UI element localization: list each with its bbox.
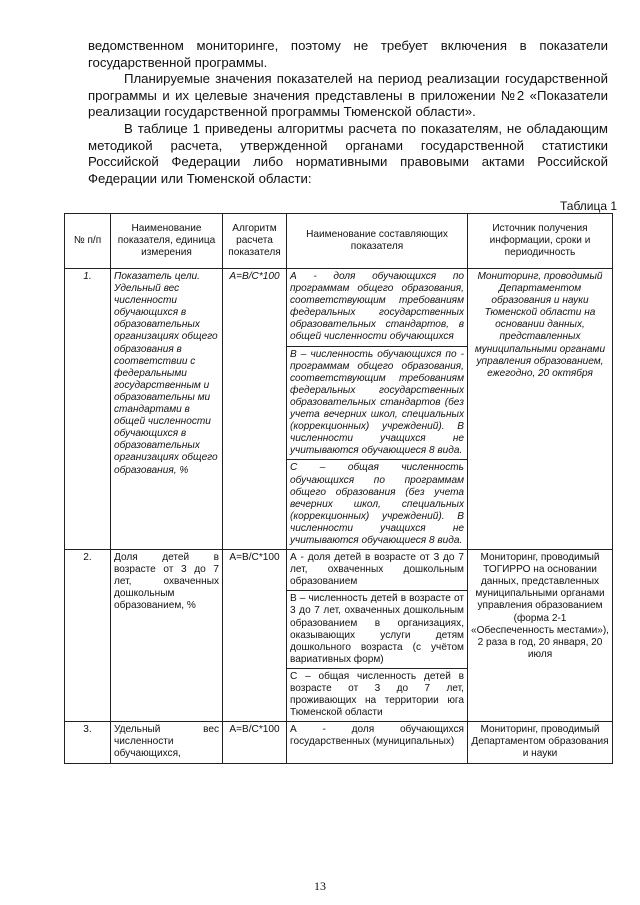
row-num: 1.: [65, 269, 111, 550]
component-b: В – численность обучающихся по - программам общего образования, соответствующим требованиям федеральных государственных образовательных стандартов (без учета вечерних школ, специальных (коррекционных) учреждений). В численности учащихся не учитываются обучающиеся 8 вида.: [287, 346, 467, 460]
intro-paragraph-3: В таблице 1 приведены алгоритмы расчета по показателям, не обладающим методикой расчета, утвержденной органами государственной статистики Российской Федерации либо нормативными правовыми актами Российской Федерации или Тюменской области:: [88, 120, 608, 186]
component-a: А - доля детей в возрасте от 3 до 7 лет, охваченных дошкольным образованием: [290, 552, 464, 588]
row-source: Мониторинг, проводимый Департаментом образования и науки Тюменской области на основании данных, представленных муниципальными органами управления образованием, ежегодно, 20 октября: [468, 269, 613, 550]
row-algo: A=B/C*100: [223, 550, 287, 722]
algorithms-table: [64, 213, 613, 764]
row-name: Удельный вес численности обучающихся,: [111, 722, 223, 763]
component-a: А - доля обучающихся государственных (муниципальных): [290, 724, 464, 748]
header-components: Наименование составляющих показателя: [287, 214, 468, 269]
component-c: С – общая численность детей в возрасте от 3 до 7 лет, проживающих на территории юга Тюменской области: [287, 668, 467, 721]
header-name: Наименование показателя, единица измерения: [111, 214, 223, 269]
table-row: [65, 269, 613, 550]
table-caption: Таблица 1: [560, 199, 618, 213]
header-num: № п/п: [65, 214, 111, 269]
row-source: Мониторинг, проводимый ТОГИРРО на основании данных, представленных муниципальными органами управления образованием (форма 2-1 «Обеспеченность местами»), 2 раза в год, 20 января, 20 июля: [468, 550, 613, 722]
row-components: [287, 722, 468, 763]
header-algo: Алгоритм расчета показателя: [223, 214, 287, 269]
page-number: 13: [314, 879, 326, 893]
row-components: [287, 550, 468, 722]
row-num: 3.: [65, 722, 111, 763]
row-num: 2.: [65, 550, 111, 722]
intro-paragraph-1: ведомственном мониторинге, поэтому не требует включения в показатели государственной программы.: [88, 38, 608, 70]
row-algo: A=B/C*100: [223, 722, 287, 763]
table-header-row: [65, 214, 613, 269]
table-row: [65, 722, 613, 763]
intro-text: [88, 38, 608, 187]
table-row: [65, 550, 613, 722]
row-name: Показатель цели. Удельный вес численности обучающихся в образовательных организациях общего образования в соответствии с федеральными государственным и образовательны ми стандартами в общей численности обучающихся в образовательных организациях общего образования, %: [111, 269, 223, 550]
component-c: С – общая численность обучающихся по программам общего образования (без учета вечерних школ, специальных (коррекционных) учреждений). В численности учащихся не учитываются обучающиеся 8 вида.: [287, 459, 467, 549]
row-source: Мониторинг, проводимый Департаментом образования и науки: [468, 722, 613, 763]
intro-paragraph-2: Планируемые значения показателей на период реализации государственной программы и их целевые значения представлены в приложении №2 «Показатели реализации государственной программы Тюменской области».: [88, 71, 608, 120]
row-algo: A=B/C*100: [223, 269, 287, 550]
row-components: [287, 269, 468, 550]
header-source: Источник получения информации, сроки и периодичность: [468, 214, 613, 269]
component-a: А - доля обучающихся по программам общего образования, соответствующим требованиям федеральных государственных образовательных стандартов, в общей численности обучающихся: [290, 271, 464, 343]
row-name: Доля детей в возрасте от 3 до 7 лет, охваченных дошкольным образованием, %: [111, 550, 223, 722]
component-b: В – численность детей в возрасте от 3 до 7 лет, охваченных дошкольным образованием в организациях, оказывающих услуги детям дошкольного возраста (с учётом вариативных форм): [287, 590, 467, 668]
